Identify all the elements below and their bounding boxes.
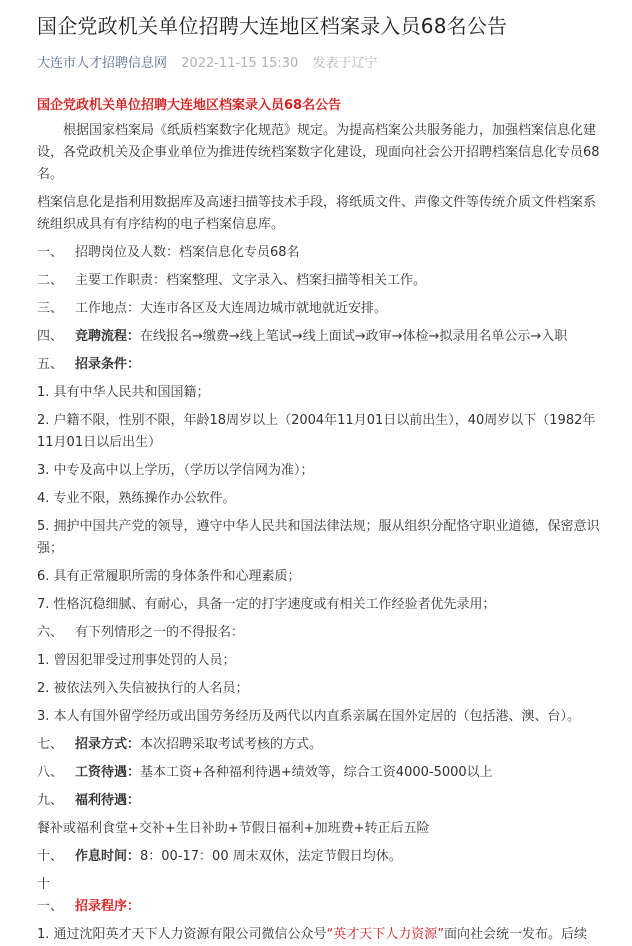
section-number: 三、 xyxy=(37,301,64,316)
article-meta xyxy=(37,52,377,71)
content-heading: 国企党政机关单位招聘大连地区档案录入员68名公告 xyxy=(37,98,342,113)
procedure-text: 1. 通过沈阳英才天下人力资源有限公司微信公众号 xyxy=(37,927,327,942)
article-body xyxy=(37,95,603,946)
section-disqualify xyxy=(37,622,603,644)
list-item: 1. 曾因犯罪受过刑事处罚的人员； xyxy=(37,653,236,668)
section-method xyxy=(37,734,603,756)
section-number: 二、 xyxy=(37,273,64,288)
section-text: 招聘岗位及人数：档案信息化专员68名 xyxy=(75,245,300,260)
section-process xyxy=(37,326,603,348)
section-requirements xyxy=(37,354,603,376)
section-salary xyxy=(37,762,603,784)
wechat-account-name: “英才天下人力资源” xyxy=(326,927,445,942)
section-text: 基本工资+各种福利待遇+绩效等，综合工资4000-5000以上 xyxy=(140,765,493,780)
list-item: 1. 具有中华人民共和国国籍； xyxy=(37,385,210,400)
section-benefits xyxy=(37,790,603,812)
section-label: 福利待遇： xyxy=(75,793,141,808)
section-text: 主要工作职责：档案整理、文字录入、档案扫描等相关工作。 xyxy=(75,273,427,288)
section-duties xyxy=(37,270,603,292)
section-hours xyxy=(37,846,603,868)
section-number: 五、 xyxy=(37,357,64,372)
section-label: 竞聘流程： xyxy=(75,329,141,344)
section-number: 一、 xyxy=(37,245,64,260)
section-label: 招录程序： xyxy=(75,899,141,914)
list-item: 5. 拥护中国共产党的领导，遵守中华人民共和国法律法规；服从组织分配恪守职业道德，保密意识强； xyxy=(37,519,600,556)
section-text: 在线报名→缴费→线上笔试→线上面试→政审→体检→拟录用名单公示→入职 xyxy=(140,329,568,344)
section-number: 七、 xyxy=(37,737,64,752)
definition-paragraph: 档案信息化是指利用数据库及高速扫描等技术手段，将纸质文件、声像文件等传统介质文件档案系统组织成具有有序结构的电子档案信息库。 xyxy=(37,195,597,232)
section-number: 十、 xyxy=(37,849,64,864)
section-number: 四、 xyxy=(37,329,64,344)
section-text: 8：00-17：00 周末双休，法定节假日均休。 xyxy=(140,849,402,864)
list-item xyxy=(37,924,603,946)
section-number: 十一、 xyxy=(37,877,64,914)
list-item: 3. 中专及高中以上学历，（学历以学信网为准）； xyxy=(37,463,314,478)
section-label: 作息时间： xyxy=(75,849,141,864)
section-procedure xyxy=(37,874,603,918)
intro-paragraph: 根据国家档案局《纸质档案数字化规范》规定。为提高档案公共服务能力，加强档案信息化建设，各党政机关及企事业单位为推进传统档案数字化建设，现面向社会公开招聘档案信息化专员68名。 xyxy=(37,123,600,182)
section-positions xyxy=(37,242,603,264)
section-number: 九、 xyxy=(37,793,64,808)
source-account-link[interactable]: 大连市人才招聘信息网 xyxy=(37,56,168,71)
section-label: 工资待遇： xyxy=(75,765,141,780)
list-item: 4. 专业不限，熟练操作办公软件。 xyxy=(37,491,236,506)
list-item: 2. 户籍不限，性别不限，年龄18周岁以上（2004年11月01日以前出生），40周岁以下（1982年11月01日以后出生） xyxy=(37,413,596,450)
procedure-text-cont: 面向社会统一发布。后续 xyxy=(444,927,588,942)
section-location xyxy=(37,298,603,320)
section-text: 本次招聘采取考试考核的方式。 xyxy=(140,737,323,752)
list-item: 2. 被依法列入失信被执行的人名员； xyxy=(37,681,249,696)
list-item: 3. 本人有国外留学经历或出国劳务经历及两代以内直系亲属在国外定居的（包括港、澳、台）。 xyxy=(37,709,581,724)
section-label: 招录条件： xyxy=(75,357,141,372)
section-number: 六、 xyxy=(37,625,64,640)
section-label: 招录方式： xyxy=(75,737,141,752)
list-item: 6. 具有正常履职所需的身体条件和心理素质； xyxy=(37,569,301,584)
publish-date: 2022-11-15 15:30 xyxy=(181,56,299,71)
publish-location: 发表于辽宁 xyxy=(312,56,378,71)
benefits-text: 餐补或福利食堂+交补+生日补助+节假日福利+加班费+转正后五险 xyxy=(37,821,430,836)
section-text: 工作地点：大连市各区及大连周边城市就地就近安排。 xyxy=(75,301,388,316)
article-title: 国企党政机关单位招聘大连地区档案录入员68名公告 xyxy=(37,14,508,38)
list-item: 7. 性格沉稳细腻、有耐心，具备一定的打字速度或有相关工作经验者优先录用； xyxy=(37,597,496,612)
section-number: 八、 xyxy=(37,765,64,780)
section-text: 有下列情形之一的不得报名： xyxy=(75,625,245,640)
